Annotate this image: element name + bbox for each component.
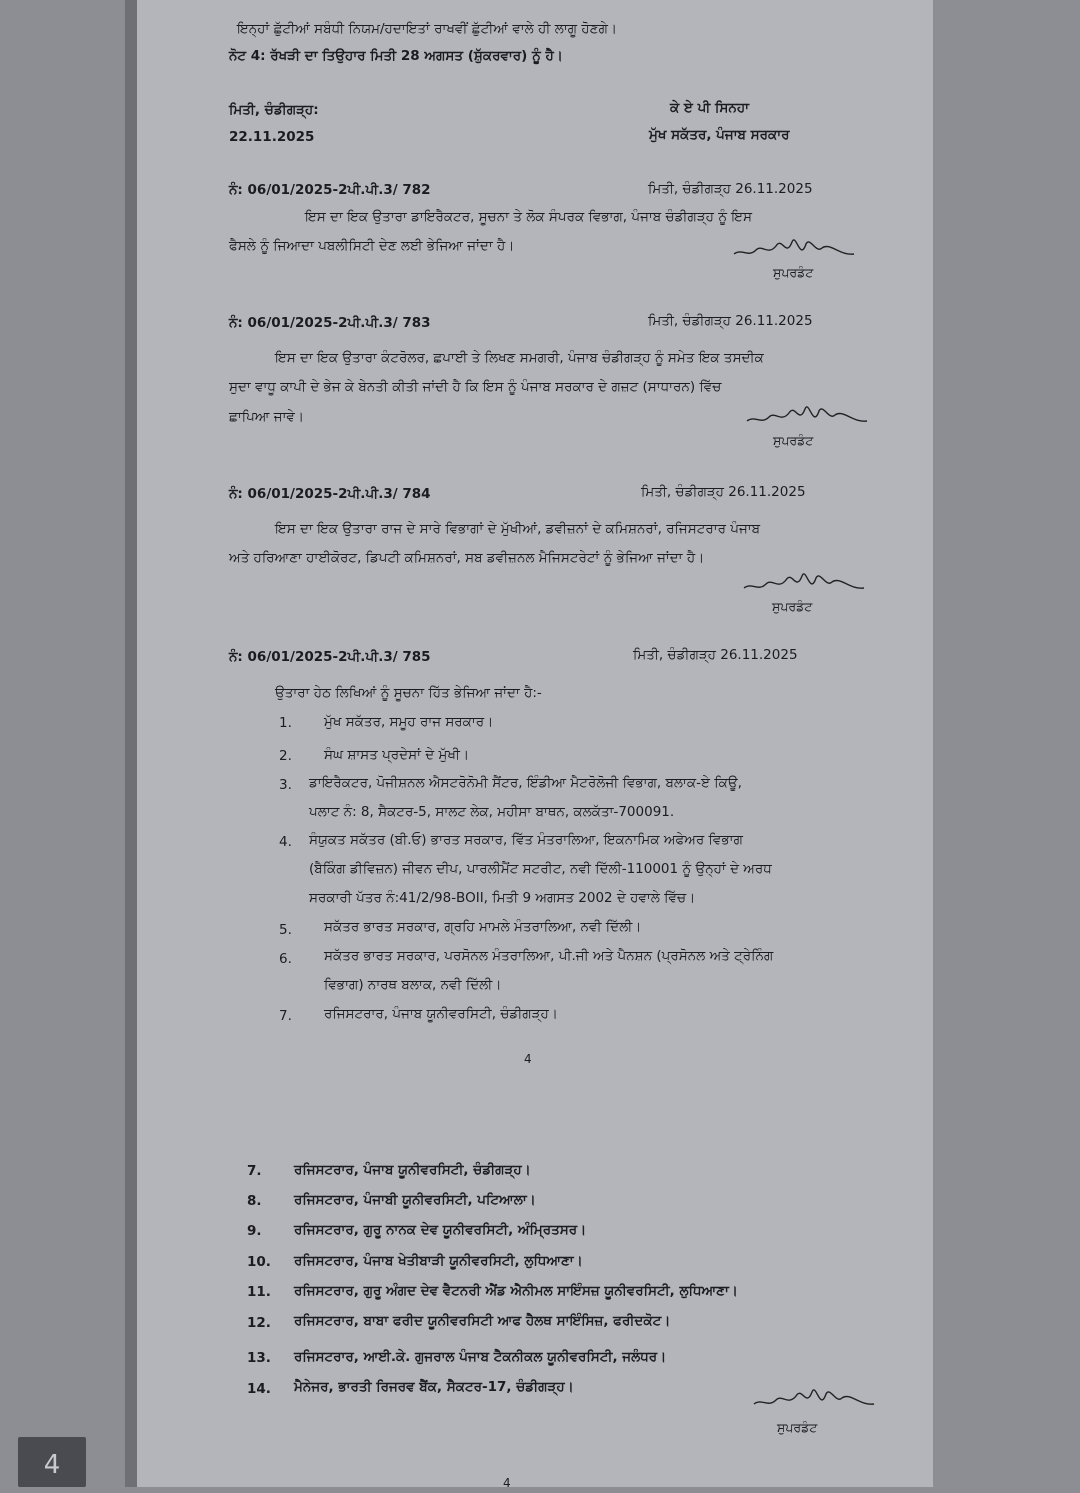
signature-mark <box>740 562 870 602</box>
body-line: ਸੁਦਾ ਵਾਧੂ ਕਾਪੀ ਦੇ ਭੇਜ ਕੇ ਬੇਨਤੀ ਕੀਤੀ ਜਾਂਦੀ ਹੈ ਕਿ ਇਸ ਨੂੰ ਪੰਜਾਬ ਸਰਕਾਰ ਦੇ ਗਜ਼ਟ (ਸਾਧਾਰਨ) ਵਿੱਚ <box>229 379 722 395</box>
list-number: 13. <box>247 1350 271 1366</box>
officer-name: ਕੇ ਏ ਪੀ ਸਿਨਹਾ <box>670 100 749 116</box>
body-line: ਇਸ ਦਾ ਇਕ ਉਤਾਰਾ ਰਾਜ ਦੇ ਸਾਰੇ ਵਿਭਾਗਾਂ ਦੇ ਮੁੱਖੀਆਂ, ਡਵੀਜ਼ਨਾਂ ਦੇ ਕਮਿਸ਼ਨਰਾਂ, ਰਜਿਸਟਰਾਰ ਪੰਜਾਬ <box>275 521 761 537</box>
page-number: 4 <box>524 1052 532 1066</box>
signed-date: 22.11.2025 <box>229 129 315 145</box>
list-item: ਸਕੱਤਰ ਭਾਰਤ ਸਰਕਾਰ, ਪਰਸੋਨਲ ਮੰਤਰਾਲਿਆ, ਪੀ.ਜੀ ਅਤੇ ਪੈਨਸ਼ਨ (ਪ੍ਰਸੋਨਲ ਅਤੇ ਟ੍ਰੇਨਿੰਗ <box>324 948 774 964</box>
superintendent-label: ਸੁਪਰਡੰਟ <box>777 1420 818 1435</box>
list-item: ਡਾਇਰੈਕਟਰ, ਪੋਜੀਸ਼ਨਲ ਐਸਟਰੋਨੋਮੀ ਸੈਂਟਰ, ਇੰਡੀਆ ਮੈਟਰੋਲੋਜੀ ਵਿਭਾਗ, ਬਲਾਕ-ਏ ਕਿਊ, <box>309 775 742 791</box>
next-page-number: 4 <box>503 1476 511 1490</box>
list-item: ਰਜਿਸਟਰਾਰ, ਪੰਜਾਬ ਖੇਤੀਬਾੜੀ ਯੂਨੀਵਰਸਿਟੀ, ਲੁਧਿਆਣਾ। <box>294 1253 583 1269</box>
list-number: 1. <box>279 715 292 731</box>
list-number: 14. <box>247 1381 271 1397</box>
distribution-intro: ਉਤਾਰਾ ਹੇਠ ਲਿਖਿਆਂ ਨੂੰ ਸੂਚਨਾ ਹਿੱਤ ਭੇਜਿਆ ਜਾਂਦਾ ਹੈ:- <box>275 685 542 701</box>
body-line: ਫੈਸਲੇ ਨੂੰ ਜਿਆਦਾ ਪਬਲੀਸਿਟੀ ਦੇਣ ਲਈ ਭੇਜਿਆ ਜਾਂਦਾ ਹੈ। <box>229 238 515 254</box>
header-line: ਇਨ੍ਹਾਂ ਛੁੱਟੀਆਂ ਸਬੰਧੀ ਨਿਯਮ/ਹਦਾਇਤਾਂ ਰਾਖਵੀਂ ਛੁੱਟੀਆਂ ਵਾਲੇ ਹੀ ਲਾਗੂ ਹੋਣਗੇ। <box>237 21 617 37</box>
ref-number-784: ਨੰ: 06/01/2025-2ਪੀ.ਪੀ.3/ 784 <box>229 486 431 502</box>
ref-date-784: ਮਿਤੀ, ਚੰਡੀਗੜ੍ਹ 26.11.2025 <box>641 484 806 500</box>
list-item: ਰਜਿਸਟਰਾਰ, ਗੁਰੂ ਅੰਗਦ ਦੇਵ ਵੈਟਨਰੀ ਐਂਡ ਐਨੀਮਲ ਸਾਇੰਸਜ਼ ਯੂਨੀਵਰਸਿਟੀ, ਲੁਧਿਆਣਾ। <box>294 1283 738 1299</box>
ref-date-782: ਮਿਤੀ, ਚੰਡੀਗੜ੍ਹ 26.11.2025 <box>648 181 813 197</box>
list-item: ਰਜਿਸਟਰਾਰ, ਬਾਬਾ ਫਰੀਦ ਯੂਨੀਵਰਸਿਟੀ ਆਫ ਹੈਲਥ ਸਾਇੰਸਿਜ਼, ਫਰੀਦਕੋਟ। <box>294 1313 671 1329</box>
body-line: ਇਸ ਦਾ ਇਕ ਉਤਾਰਾ ਡਾਇਰੈਕਟਰ, ਸੂਚਨਾ ਤੇ ਲੋਕ ਸੰਪਰਕ ਵਿਭਾਗ, ਪੰਜਾਬ ਚੰਡੀਗੜ੍ਹ ਨੂੰ ਇਸ <box>305 209 752 225</box>
place-label: ਮਿਤੀ, ਚੰਡੀਗੜ੍ਹ: <box>229 102 319 118</box>
list-number: 10. <box>247 1254 271 1270</box>
ref-number-783: ਨੰ: 06/01/2025-2ਪੀ.ਪੀ.3/ 783 <box>229 315 431 331</box>
body-line: ਅਤੇ ਹਰਿਆਣਾ ਹਾਈਕੋਰਟ, ਡਿਪਟੀ ਕਮਿਸ਼ਨਰਾਂ, ਸਬ ਡਵੀਜ਼ਨਲ ਮੈਜਿਸਟਰੇਟਾਂ ਨੂੰ ਭੇਜਿਆ ਜਾਂਦਾ ਹੈ। <box>229 550 705 566</box>
list-number: 2. <box>279 748 292 764</box>
list-item: ਰਜਿਸਟਰਾਰ, ਪੰਜਾਬ ਯੂਨੀਵਰਸਿਟੀ, ਚੰਡੀਗੜ੍ਹ। <box>324 1006 558 1022</box>
page-indicator[interactable]: 4 <box>18 1437 86 1487</box>
signature-mark <box>750 1378 880 1418</box>
superintendent-label: ਸੁਪਰਡੰਟ <box>773 433 814 448</box>
list-number: 3. <box>279 777 292 793</box>
superintendent-label: ਸੁਪਰਡੰਟ <box>773 265 814 280</box>
list-item: (ਬੈਕਿੰਗ ਡੀਵਿਜ਼ਨ) ਜੀਵਨ ਦੀਪ, ਪਾਰਲੀਮੈਂਟ ਸਟਰੀਟ, ਨਵੀ ਦਿੱਲੀ-110001 ਨੂੰ ਉਨ੍ਹਾਂ ਦੇ ਅਰਧ <box>309 861 772 877</box>
ref-number-785: ਨੰ: 06/01/2025-2ਪੀ.ਪੀ.3/ 785 <box>229 649 431 665</box>
list-item: ਮੈਨੇਜਰ, ਭਾਰਤੀ ਰਿਜਰਵ ਬੈਂਕ, ਸੈਕਟਰ-17, ਚੰਡੀਗੜ੍ਹ। <box>294 1379 574 1395</box>
list-item: ਰਜਿਸਟਰਾਰ, ਪੰਜਾਬੀ ਯੂਨੀਵਰਸਿਟੀ, ਪਟਿਆਲਾ। <box>294 1192 536 1208</box>
list-item: ਪਲਾਟ ਨੰ: 8, ਸੈਕਟਰ-5, ਸਾਲਟ ਲੇਕ, ਮਹੀਸਾ ਬਾਥਨ, ਕਲਕੱਤਾ-700091. <box>309 804 675 820</box>
list-item: ਸੰਯੁਕਤ ਸਕੱਤਰ (ਬੀ.ਓ) ਭਾਰਤ ਸਰਕਾਰ, ਵਿੱਤ ਮੰਤਰਾਲਿਆ, ਇਕਨਾਮਿਕ ਅਫੇਅਰ ਵਿਭਾਗ <box>309 832 743 848</box>
list-number: 7. <box>247 1163 262 1179</box>
signature-mark <box>743 395 873 435</box>
viewer-background <box>933 0 1080 1487</box>
ref-date-785: ਮਿਤੀ, ਚੰਡੀਗੜ੍ਹ 26.11.2025 <box>633 647 798 663</box>
superintendent-label: ਸੁਪਰਡੰਟ <box>772 599 813 614</box>
list-item: ਰਜਿਸਟਰਾਰ, ਆਈ.ਕੇ. ਗੁਜਰਾਲ ਪੰਜਾਬ ਟੈਕਨੀਕਲ ਯੂਨੀਵਰਸਿਟੀ, ਜਲੰਧਰ। <box>294 1349 667 1365</box>
body-line: ਛਾਪਿਆ ਜਾਵੇ। <box>229 409 304 425</box>
ref-date-783: ਮਿਤੀ, ਚੰਡੀਗੜ੍ਹ 26.11.2025 <box>648 313 813 329</box>
list-item: ਮੁੱਖ ਸਕੱਤਰ, ਸਮੂਹ ਰਾਜ ਸਰਕਾਰ। <box>324 714 494 730</box>
officer-title: ਮੁੱਖ ਸਕੱਤਰ, ਪੰਜਾਬ ਸਰਕਾਰ <box>649 127 790 143</box>
list-number: 11. <box>247 1284 271 1300</box>
list-item: ਵਿਭਾਗ) ਨਾਰਥ ਬਲਾਕ, ਨਵੀ ਦਿੱਲੀ। <box>324 977 502 993</box>
list-item: ਰਜਿਸਟਰਾਰ, ਗੁਰੂ ਨਾਨਕ ਦੇਵ ਯੂਨੀਵਰਸਿਟੀ, ਅੰਮ੍ਰਿਤਸਰ। <box>294 1222 587 1238</box>
list-item: ਸੰਘ ਸ਼ਾਸਤ ਪ੍ਰਦੇਸਾਂ ਦੇ ਮੁੱਖੀ। <box>324 747 470 763</box>
list-item: ਰਜਿਸਟਰਾਰ, ਪੰਜਾਬ ਯੂਨੀਵਰਸਿਟੀ, ਚੰਡੀਗੜ੍ਹ। <box>294 1162 531 1178</box>
document-page <box>137 0 933 1487</box>
list-number: 6. <box>279 951 292 967</box>
body-line: ਇਸ ਦਾ ਇਕ ਉਤਾਰਾ ਕੰਟਰੋਲਰ, ਛਪਾਈ ਤੇ ਲਿਖਣ ਸਮਗਰੀ, ਪੰਜਾਬ ਚੰਡੀਗੜ੍ਹ ਨੂੰ ਸਮੇਤ ਇਕ ਤਸਦੀਕ <box>275 350 764 366</box>
ref-number-782: ਨੰ: 06/01/2025-2ਪੀ.ਪੀ.3/ 782 <box>229 182 431 198</box>
list-number: 4. <box>279 834 292 850</box>
list-number: 5. <box>279 922 292 938</box>
page-shadow-left <box>125 0 137 1487</box>
note-4: ਨੋਟ 4: ਰੱਖੜੀ ਦਾ ਤਿਉਹਾਰ ਮਿਤੀ 28 ਅਗਸਤ (ਸ਼ੁੱਕਰਵਾਰ) ਨੂੰ ਹੈ। <box>229 48 563 64</box>
list-number: 12. <box>247 1315 271 1331</box>
list-number: 9. <box>247 1223 262 1239</box>
list-number: 7. <box>279 1008 292 1024</box>
list-item: ਸਰਕਾਰੀ ਪੱਤਰ ਨੰ:41/2/98-BOII, ਮਿਤੀ 9 ਅਗਸਤ 2002 ਦੇ ਹਵਾਲੇ ਵਿੱਚ। <box>309 890 696 906</box>
list-item: ਸਕੱਤਰ ਭਾਰਤ ਸਰਕਾਰ, ਗ੍ਰਹਿ ਮਾਮਲੇ ਮੰਤਰਾਲਿਆ, ਨਵੀ ਦਿੱਲੀ। <box>324 919 642 935</box>
list-number: 8. <box>247 1193 262 1209</box>
signature-mark <box>730 228 860 268</box>
